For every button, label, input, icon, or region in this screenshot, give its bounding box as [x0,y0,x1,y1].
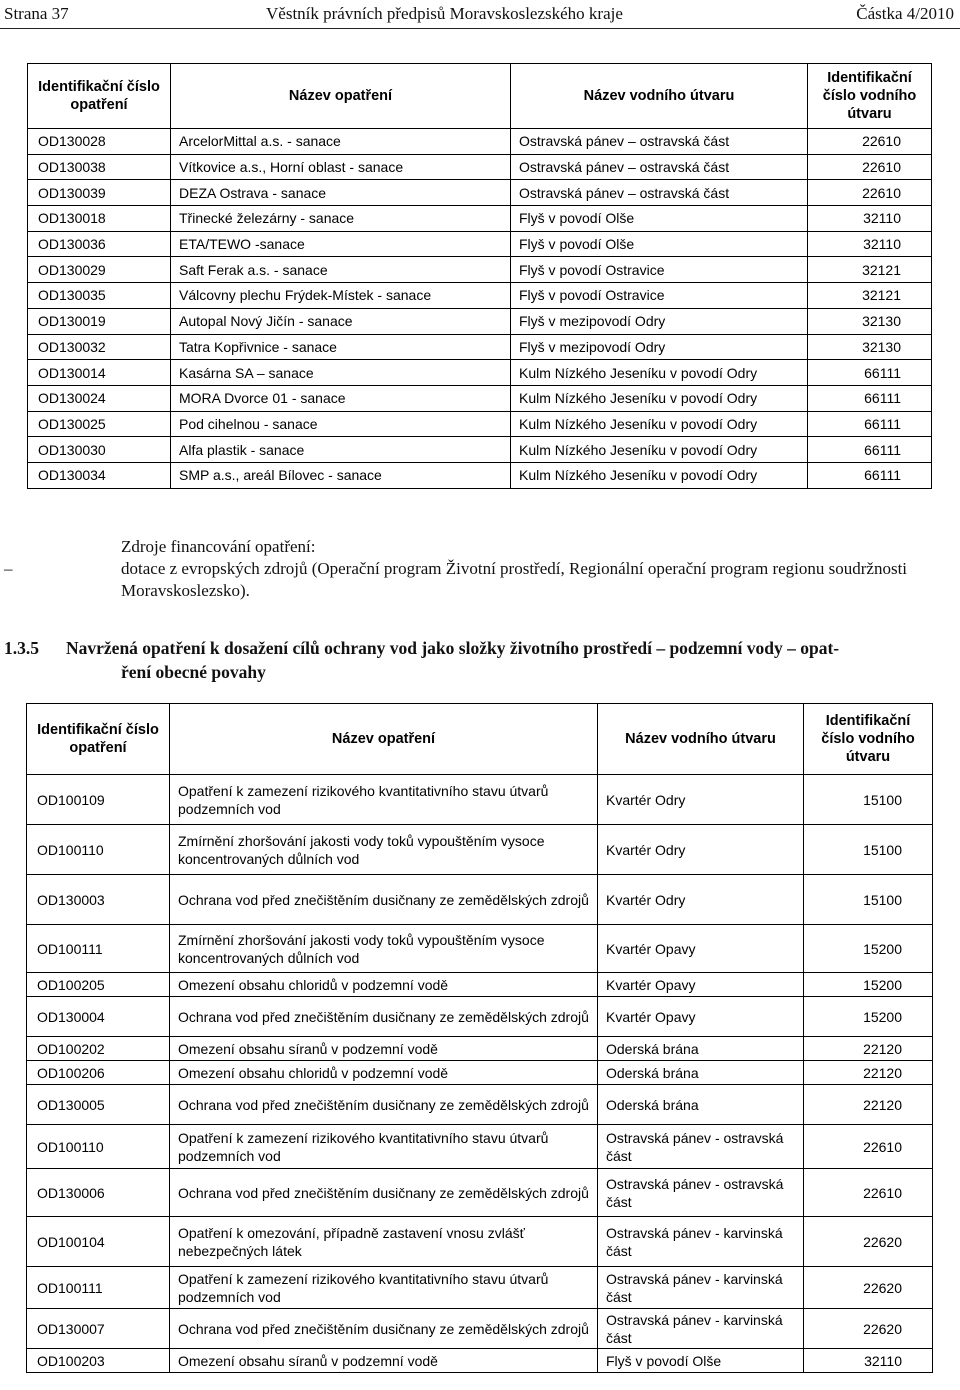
water-body-id-cell: 22620 [804,1267,933,1309]
table-row [28,129,932,155]
measure-id-cell: OD130018 [28,206,171,232]
measure-id-cell: OD130005 [27,1085,170,1125]
water-body-id-cell: 15100 [804,875,933,925]
water-body-id-cell: 32110 [808,231,932,257]
measure-name-cell: Tatra Kopřivnice - sanace [171,334,511,360]
water-body-name-cell: Ostravská pánev - karvinská část [598,1309,804,1349]
table-row [28,308,932,334]
table-row [27,875,933,925]
table-row [28,411,932,437]
measure-name-cell: Třinecké železárny - sanace [171,206,511,232]
measure-name-cell: SMP a.s., areál Bílovec - sanace [171,462,511,488]
water-body-name-cell: Ostravská pánev – ostravská část [511,129,808,155]
measure-id-cell: OD100205 [27,973,170,997]
measures-table-surface [27,63,932,489]
measures-table-groundwater [26,703,933,1373]
water-body-id-cell: 32130 [808,308,932,334]
header-rule [0,28,960,29]
water-body-name-cell: Flyš v povodí Olše [598,1349,804,1373]
issue-part: Částka 4/2010 [856,4,954,23]
measure-id-cell: OD130004 [27,997,170,1037]
table-row [27,1125,933,1169]
water-body-name-cell: Flyš v mezipovodí Odry [511,334,808,360]
water-body-id-cell: 22610 [804,1169,933,1217]
measure-name-cell: DEZA Ostrava - sanace [171,180,511,206]
water-body-name-cell: Flyš v povodí Ostravice [511,257,808,283]
measure-name-cell: Ochrana vod před znečištěním dusičnany ze zemědělských zdrojů [170,875,598,925]
water-body-id-cell: 66111 [808,437,932,463]
table-row [28,257,932,283]
table-row [28,283,932,309]
water-body-name-cell: Flyš v povodí Olše [511,231,808,257]
water-body-id-cell: 66111 [808,462,932,488]
measure-name-cell: Vítkovice a.s., Horní oblast - sanace [171,154,511,180]
water-body-name-cell: Kvartér Odry [598,875,804,925]
section-title-line2: ření obecné povahy [121,662,266,682]
water-body-id-cell: 15200 [804,997,933,1037]
column-header: Identifikační číslo vodního útvaru [808,64,932,129]
list-dash: – [4,559,13,578]
measure-name-cell: ArcelorMittal a.s. - sanace [171,129,511,155]
column-header: Název opatření [171,64,511,129]
table-row [27,1037,933,1061]
water-body-id-cell: 32130 [808,334,932,360]
water-body-id-cell: 22120 [804,1061,933,1085]
measure-name-cell: Válcovny plechu Frýdek-Místek - sanace [171,283,511,309]
measure-name-cell: ETA/TEWO -sanace [171,231,511,257]
measure-name-cell: Zmírnění zhoršování jakosti vody toků vypouštěním vysoce koncentrovaných důlních vod [170,925,598,973]
measure-id-cell: OD130035 [28,283,171,309]
measure-id-cell: OD130036 [28,231,171,257]
water-body-name-cell: Kvartér Opavy [598,973,804,997]
measure-name-cell: Autopal Nový Jičín - sanace [171,308,511,334]
measure-id-cell: OD130025 [28,411,171,437]
water-body-id-cell: 66111 [808,385,932,411]
water-body-name-cell: Kvartér Odry [598,825,804,875]
measure-id-cell: OD130024 [28,385,171,411]
measure-id-cell: OD130006 [27,1169,170,1217]
table-row [28,462,932,488]
measure-id-cell: OD130028 [28,129,171,155]
table-row [27,1349,933,1373]
table-row [27,1309,933,1349]
table-row [27,973,933,997]
measure-id-cell: OD130014 [28,360,171,386]
water-body-name-cell: Kvartér Opavy [598,925,804,973]
measure-id-cell: OD100111 [27,925,170,973]
column-header: Identifikační číslo opatření [28,64,171,129]
water-body-name-cell: Flyš v povodí Ostravice [511,283,808,309]
measure-name-cell: Ochrana vod před znečištěním dusičnany ze zemědělských zdrojů [170,1169,598,1217]
column-header: Identifikační číslo vodního útvaru [804,704,933,775]
funding-label: Zdroje financování opatření: [121,537,316,556]
table-row [28,180,932,206]
measure-name-cell: Omezení obsahu chloridů v podzemní vodě [170,973,598,997]
table-row [27,1217,933,1267]
funding-item: dotace z evropských zdrojů (Operační program Životní prostředí, Regionální operační program regionu soudržnosti Moravskoslezsko). [121,559,908,600]
measure-name-cell: Opatření k zamezení rizikového kvantitativního stavu útvarů podzemních vod [170,1125,598,1169]
water-body-name-cell: Oderská brána [598,1037,804,1061]
water-body-name-cell: Kulm Nízkého Jeseníku v povodí Odry [511,437,808,463]
measure-id-cell: OD130038 [28,154,171,180]
water-body-id-cell: 66111 [808,411,932,437]
section-heading [4,636,956,684]
water-body-id-cell: 15200 [804,973,933,997]
measure-name-cell: Omezení obsahu chloridů v podzemní vodě [170,1061,598,1085]
water-body-id-cell: 22620 [804,1217,933,1267]
water-body-id-cell: 15200 [804,925,933,973]
measure-id-cell: OD130030 [28,437,171,463]
table-row [27,775,933,825]
measure-name-cell: Opatření k zamezení rizikového kvantitativního stavu útvarů podzemních vod [170,775,598,825]
measure-name-cell: Opatření k zamezení rizikového kvantitativního stavu útvarů podzemních vod [170,1267,598,1309]
measure-name-cell: Omezení obsahu síranů v podzemní vodě [170,1037,598,1061]
water-body-id-cell: 22120 [804,1037,933,1061]
table-row [28,206,932,232]
table-row [27,1267,933,1309]
measure-id-cell: OD100203 [27,1349,170,1373]
water-body-name-cell: Kulm Nízkého Jeseníku v povodí Odry [511,411,808,437]
page-header [4,4,954,26]
water-body-id-cell: 22610 [808,154,932,180]
water-body-id-cell: 22120 [804,1085,933,1125]
measure-name-cell: Ochrana vod před znečištěním dusičnany ze zemědělských zdrojů [170,997,598,1037]
table-row [27,1061,933,1085]
measure-name-cell: Pod cihelnou - sanace [171,411,511,437]
measure-name-cell: Ochrana vod před znečištěním dusičnany ze zemědělských zdrojů [170,1085,598,1125]
table-row [27,1085,933,1125]
water-body-id-cell: 15100 [804,775,933,825]
water-body-name-cell: Flyš v povodí Olše [511,206,808,232]
water-body-id-cell: 22610 [808,129,932,155]
water-body-name-cell: Ostravská pánev - karvinská část [598,1217,804,1267]
measure-name-cell: Omezení obsahu síranů v podzemní vodě [170,1349,598,1373]
water-body-id-cell: 32121 [808,283,932,309]
table-row [28,231,932,257]
measure-id-cell: OD130007 [27,1309,170,1349]
column-header: Identifikační číslo opatření [27,704,170,775]
column-header: Název vodního útvaru [511,64,808,129]
table-row [28,334,932,360]
water-body-name-cell: Oderská brána [598,1085,804,1125]
measure-id-cell: OD130034 [28,462,171,488]
column-header: Název opatření [170,704,598,775]
measure-name-cell: Saft Ferak a.s. - sanace [171,257,511,283]
measure-name-cell: Zmírnění zhoršování jakosti vody toků vypouštěním vysoce koncentrovaných důlních vod [170,825,598,875]
measure-id-cell: OD100206 [27,1061,170,1085]
water-body-name-cell: Ostravská pánev – ostravská část [511,154,808,180]
water-body-id-cell: 32110 [804,1349,933,1373]
water-body-id-cell: 22610 [804,1125,933,1169]
water-body-id-cell: 22620 [804,1309,933,1349]
table-row [27,1169,933,1217]
table-row [27,825,933,875]
water-body-name-cell: Flyš v mezipovodí Odry [511,308,808,334]
page-number: Strana 37 [4,4,69,23]
water-body-name-cell: Kulm Nízkého Jeseníku v povodí Odry [511,462,808,488]
water-body-name-cell: Ostravská pánev - karvinská část [598,1267,804,1309]
table-header-row [27,704,933,775]
table-header-row [28,64,932,129]
water-body-name-cell: Ostravská pánev – ostravská část [511,180,808,206]
measure-id-cell: OD100202 [27,1037,170,1061]
water-body-name-cell: Kulm Nízkého Jeseníku v povodí Odry [511,385,808,411]
water-body-id-cell: 22610 [808,180,932,206]
measure-id-cell: OD100110 [27,1125,170,1169]
water-body-id-cell: 66111 [808,360,932,386]
measure-name-cell: Ochrana vod před znečištěním dusičnany ze zemědělských zdrojů [170,1309,598,1349]
measure-id-cell: OD100109 [27,775,170,825]
measure-id-cell: OD130032 [28,334,171,360]
measure-id-cell: OD130029 [28,257,171,283]
table-row [27,997,933,1037]
water-body-id-cell: 32110 [808,206,932,232]
water-body-name-cell: Kvartér Odry [598,775,804,825]
measure-name-cell: Kasárna SA – sanace [171,360,511,386]
measure-id-cell: OD130039 [28,180,171,206]
measure-id-cell: OD130019 [28,308,171,334]
water-body-id-cell: 32121 [808,257,932,283]
column-header: Název vodního útvaru [598,704,804,775]
measure-id-cell: OD100104 [27,1217,170,1267]
table-row [28,437,932,463]
water-body-name-cell: Ostravská pánev - ostravská část [598,1169,804,1217]
table-row [27,925,933,973]
section-title-line1: Navržená opatření k dosažení cílů ochrany vod jako složky životního prostředí – podzemní vody – opat- [66,638,840,658]
water-body-name-cell: Oderská brána [598,1061,804,1085]
water-body-id-cell: 15100 [804,825,933,875]
table-row [28,360,932,386]
water-body-name-cell: Ostravská pánev - ostravská část [598,1125,804,1169]
measure-id-cell: OD130003 [27,875,170,925]
measure-id-cell: OD100110 [27,825,170,875]
table-row [28,154,932,180]
measure-id-cell: OD100111 [27,1267,170,1309]
measure-name-cell: MORA Dvorce 01 - sanace [171,385,511,411]
water-body-name-cell: Kvartér Opavy [598,997,804,1037]
measure-name-cell: Opatření k omezování, případně zastavení vnosu zvlášť nebezpečných látek [170,1217,598,1267]
section-number: 1.3.5 [4,638,39,658]
journal-title: Věstník právních předpisů Moravskoslezského kraje [266,4,623,23]
table-row [28,385,932,411]
water-body-name-cell: Kulm Nízkého Jeseníku v povodí Odry [511,360,808,386]
measure-name-cell: Alfa plastik - sanace [171,437,511,463]
